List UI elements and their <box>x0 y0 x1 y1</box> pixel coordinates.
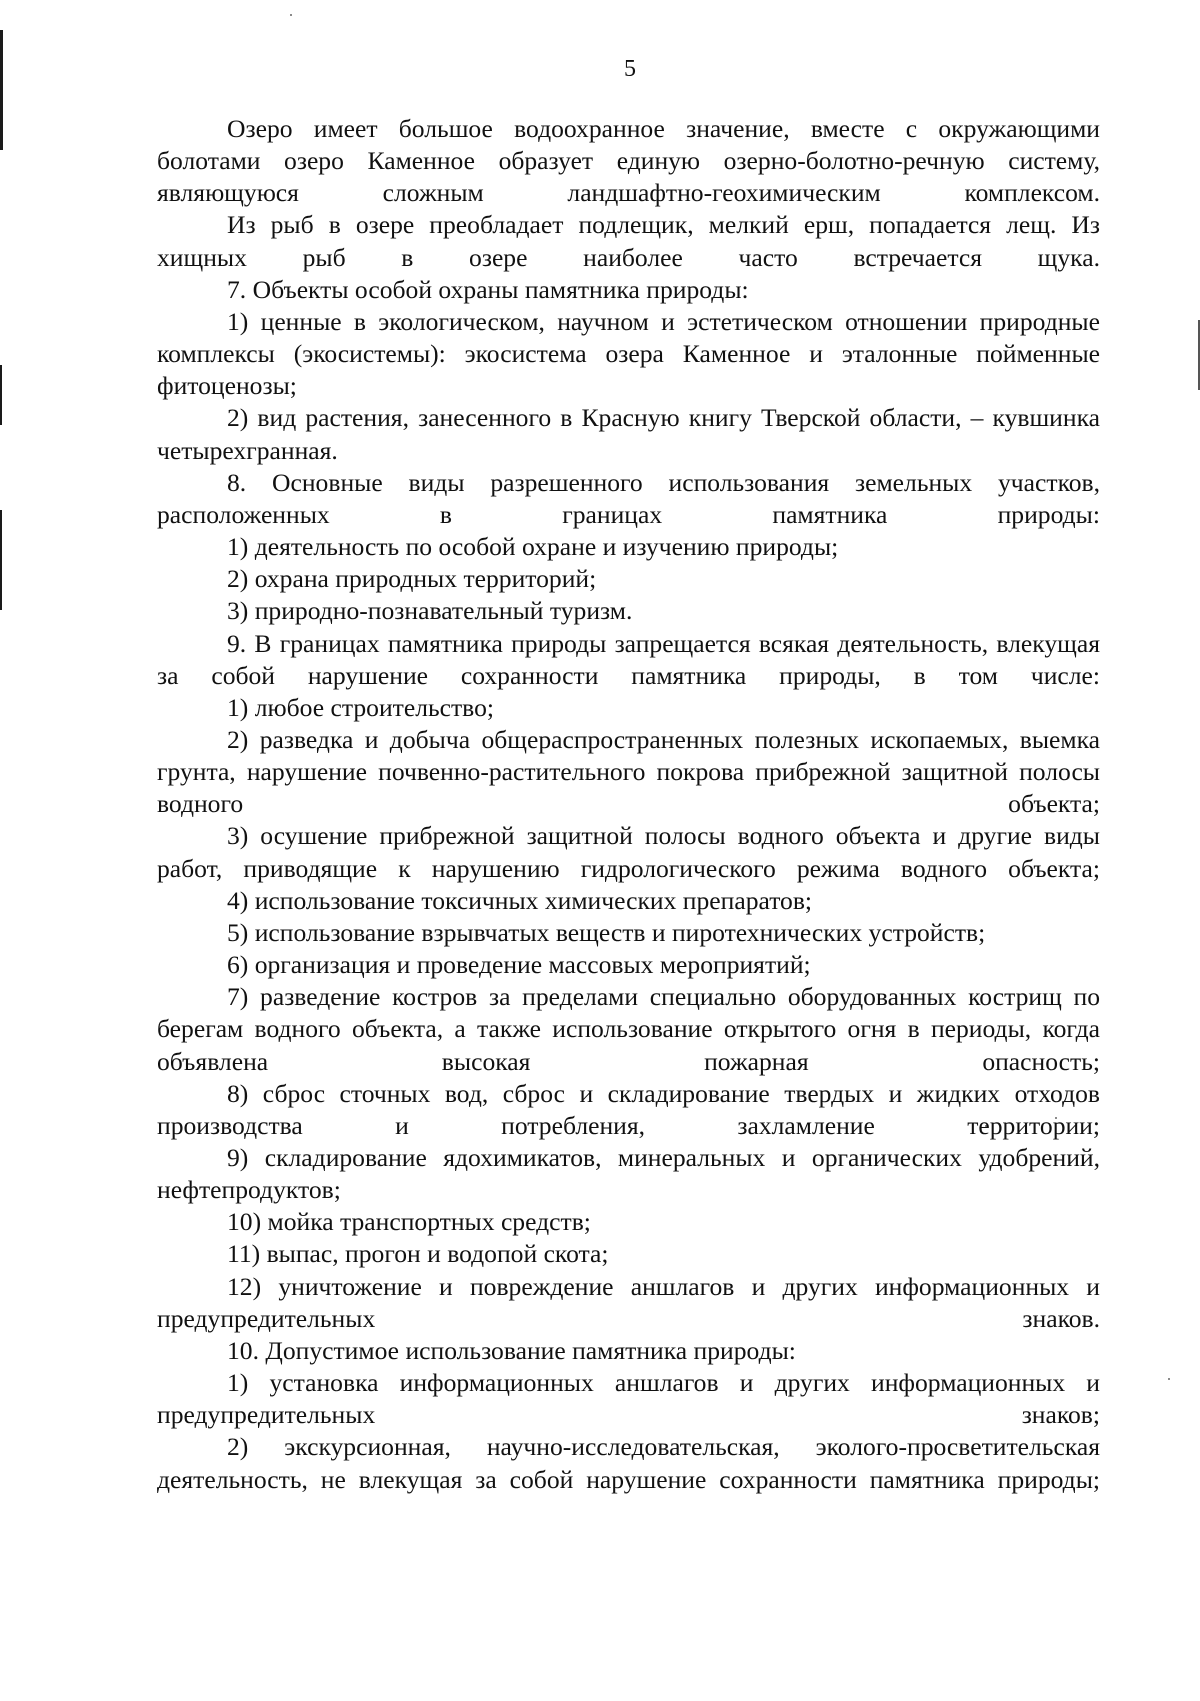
list-item: 2) экскурсионная, научно-исследовательская, эколого-просветительская деятельность, не влекущая за собой нарушение сохранности памятника природы; <box>157 1432 1100 1494</box>
list-item: 1) ценные в экологическом, научном и эстетическом отношении природные комплексы (экосистемы): экосистема озера Каменное и эталонные пойменные фитоценозы; <box>157 306 1100 401</box>
list-item: 5) использование взрывчатых веществ и пиротехнических устройств; <box>227 917 986 947</box>
list-item: 3) природно-познавательный туризм. <box>227 596 633 626</box>
scan-edge-mark <box>0 30 3 150</box>
scan-edge-mark <box>0 510 2 610</box>
section-heading: 8. Основные виды разрешенного использования земельных участков, расположенных в границах памятника природы: <box>157 467 1100 529</box>
section-heading: 7. Объекты особой охраны памятника природы: <box>227 274 749 304</box>
list-item: 8) сброс сточных вод, сброс и складирование твердых и жидких отходов производства и потребления, захламление территории; <box>157 1078 1100 1140</box>
list-item: 6) организация и проведение массовых мероприятий; <box>227 950 811 980</box>
paragraph: Из рыб в озере преобладает подлещик, мелкий ерш, попадается лещ. Из хищных рыб в озере наиболее часто встречается щука. <box>157 210 1100 272</box>
document-body <box>157 113 1100 1496</box>
list-item: 3) осушение прибрежной защитной полосы водного объекта и другие виды работ, приводящие к нарушению гидрологического режима водного объекта; <box>157 821 1100 883</box>
scan-speck <box>290 14 292 16</box>
list-item: 7) разведение костров за пределами специально оборудованных кострищ по берегам водного объекта, а также использование открытого огня в периоды, когда объявлена высокая пожарная опасность; <box>157 982 1100 1076</box>
list-item: 1) установка информационных аншлагов и других информационных и предупредительных знаков; <box>157 1368 1100 1430</box>
list-item: 1) деятельность по особой охране и изучению природы; <box>227 532 839 562</box>
section-heading: 10. Допустимое использование памятника природы: <box>227 1335 796 1365</box>
list-item: 1) любое строительство; <box>227 692 494 722</box>
section-heading: 9. В границах памятника природы запрещается всякая деятельность, влекущая за собой нарушение сохранности памятника природы, в том числе: <box>157 628 1100 690</box>
list-item: 4) использование токсичных химических препаратов; <box>227 885 813 915</box>
list-item: 11) выпас, прогон и водопой скота; <box>227 1239 609 1269</box>
scan-speck <box>1168 1378 1170 1380</box>
list-item: 12) уничтожение и повреждение аншлагов и других информационных и предупредительных знаков. <box>157 1271 1100 1333</box>
list-item: 10) мойка транспортных средств; <box>227 1207 591 1237</box>
list-item: 2) разведка и добыча общераспространенных полезных ископаемых, выемка грунта, нарушение почвенно-растительного покрова прибрежной защитной полосы водного объекта; <box>157 724 1100 819</box>
page-number: 5 <box>624 56 636 82</box>
list-item: 2) охрана природных территорий; <box>227 564 597 594</box>
list-item: 2) вид растения, занесенного в Красную книгу Тверской области, – кувшинка четырехгранная. <box>157 403 1100 465</box>
paragraph: Озеро имеет большое водоохранное значение, вместе с окружающими болотами озеро Каменное образует единую озерно-болотно-речную систему, являющуюся сложным ландшафтно-геохимическим комплексом. <box>157 114 1100 208</box>
scan-edge-mark <box>0 365 2 425</box>
list-item: 9) складирование ядохимикатов, минеральных и органических удобрений, нефтепродуктов; <box>157 1143 1100 1205</box>
